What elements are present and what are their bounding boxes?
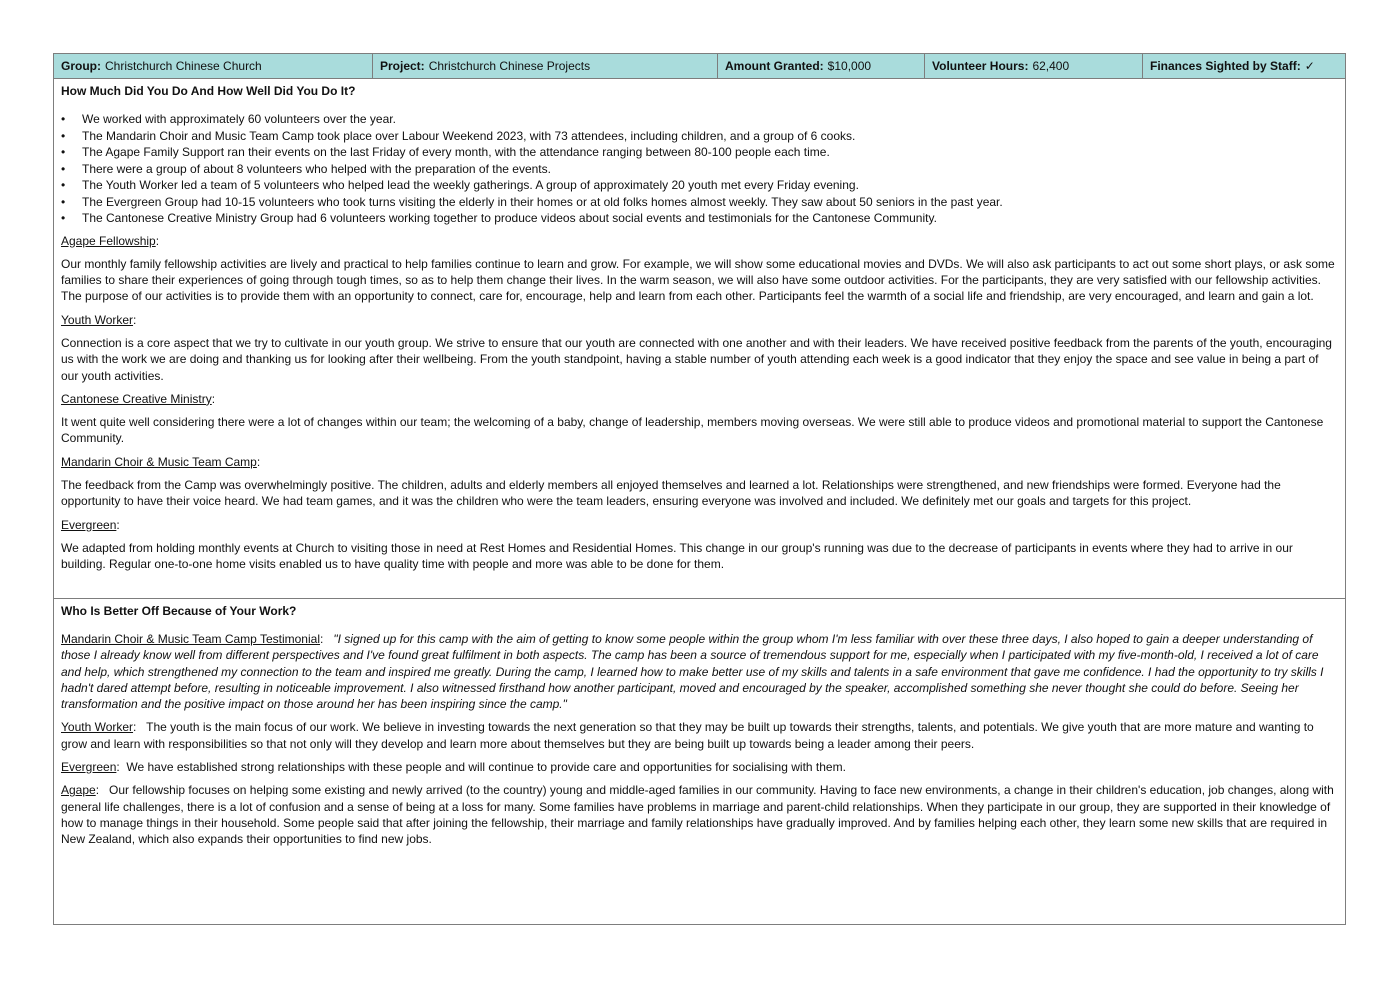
agape-impact-paragraph: Agape: Our fellowship focuses on helping some existing and newly arrived (to the country) young and middle-aged families in our community. Having to face new environments, a change in their children's education, job changes, along with general life challenges, there is a lot of confusion and a sense of being at a loss for many. Some families have problems in marriage and parent-child relationships. When they participate in our group, they are supported in their knowledge of how to manage things in their household. Some people said that after joining the fellowship, their marriage and family relationships have gradually improved. And by families helping each other, they learn some new skills that are required in New Zealand, which also expands their opportunities to find new jobs. xyxy=(61,783,1334,847)
section-better-off xyxy=(54,599,1345,861)
amount-value: $10,000 xyxy=(827,59,872,73)
subheading-agape: Agape Fellowship: xyxy=(61,233,160,248)
hours-cell xyxy=(925,54,1143,78)
list-item: • We worked with approximately 60 volunteers over the year. xyxy=(61,111,1338,128)
list-item: • There were a group of about 8 volunteers who helped with the preparation of the events. xyxy=(61,161,1338,178)
agape-paragraph: Our monthly family fellowship activities are lively and practical to help families continue to learn and grow. For example, we will show some educational movies and DVDs. We will also ask participants to act out some short plays, or ask some families to share their experiences of going through tough times, so as to help them change their lives. In the warm season, we will also have some outdoor activities. For the participants, they are very satisfied with our fellowship activities. The purpose of our activities is to provide them with an opportunity to connect, care for, encourage, help and learn from each other. Participants feel the warmth of a social life and friendship, are very encouraged, and learn and gain a lot. xyxy=(61,256,1335,304)
evergreen-impact-text: We have established strong relationships with these people and will continue to provide care and opportunities for socialising with them. xyxy=(126,760,846,775)
mandarin-paragraph: The feedback from the Camp was overwhelmingly positive. The children, adults and elderly members all enjoyed themselves and learned a lot. Relationships were strengthened, and new friendships were formed. Everyone had the opportunity to have their voice heard. We had team games, and it was the children who were the team leaders, ensuring everyone was involved and included. We definitely met our goals and targets for this project. xyxy=(61,478,1281,509)
youth-title: Youth Worker xyxy=(61,720,134,735)
subheading-youth: Youth Worker: xyxy=(61,312,137,327)
report-table xyxy=(53,53,1346,925)
group-value: Christchurch Chinese Church xyxy=(105,59,262,73)
list-item: • The Agape Family Support ran their events on the last Friday of every month, with the attendance ranging between 80-100 people each time. xyxy=(61,144,1338,161)
youth-paragraph: Connection is a core aspect that we try to cultivate in our youth group. We strive to ensure that our youth are connected with one another and with their leaders. We have received positive feedback from the parents of the youth, encouraging us with the work we are doing and thanking us for looking after their wellbeing. From the youth standpoint, having a stable number of youth attending each week is a good indicator that they enjoy the space and see value in being a part of our youth activities. xyxy=(61,335,1332,383)
finances-cell xyxy=(1143,54,1345,78)
evergreen-title: Evergreen xyxy=(61,760,117,775)
hours-value: 62,400 xyxy=(1032,59,1070,73)
hours-label: Volunteer Hours: xyxy=(932,59,1029,73)
testimonial-paragraph: Mandarin Choir & Music Team Camp Testimonial: "I signed up for this camp with the aim of getting to know some people within the group whom I'm less familiar with over these three days, I also hoped to gain a deeper understanding of those I already know well from different perspectives and I've found great fulfilment in both aspects. The camp has been a source of tremendous support for me, especially when I participated with my five-month-old, I received a lot of care and help, which strengthened my connection to the team and inspired me greatly. During the camp, I learned how to make better use of my skills and talents in a safe environment that gave me confidence. I had the opportunity to try skills I hadn't dared attempt before, resulting in noticeable improvement. I also witnessed firsthand how another participant, moved and encouraged by the speaker, accomplished something she never thought she could do before. Seeing her transformation and the positive impact on those around her has been inspiring since the camp." xyxy=(61,632,1324,712)
section-how-much xyxy=(54,79,1345,599)
finances-label: Finances Sighted by Staff: xyxy=(1150,59,1301,73)
bullet-list xyxy=(61,111,1338,227)
evergreen-paragraph: We adapted from holding monthly events at Church to visiting those in need at Rest Homes and Residential Homes. This change in our group's running was due to the decrease of participants in events where they had to arrive in our building. Regular one-to-one home visits enabled us to have quality time with people and more was able to be done for them. xyxy=(61,540,1293,572)
list-item: • The Mandarin Choir and Music Team Camp took place over Labour Weekend 2023, with 73 attendees, including children, and a group of 6 cooks. xyxy=(61,128,1338,145)
youth-impact-paragraph: Youth Worker: The youth is the main focus of our work. We believe in investing towards the next generation so that they may be built up towards their strengths, talents, and potentials. We give youth that are more mature and wanting to grow and learn with responsibilities so that not only will they develop and learn more about themselves but they are being built up towards being a leader among their peers. xyxy=(61,720,1314,751)
testimonial-title: Mandarin Choir & Music Team Camp Testimonial xyxy=(61,632,320,646)
list-item: • The Cantonese Creative Ministry Group had 6 volunteers working together to produce videos about social events and testimonials for the Cantonese Community. xyxy=(61,210,1338,227)
header-row xyxy=(54,54,1345,79)
project-value: Christchurch Chinese Projects xyxy=(428,59,591,73)
section-heading: How Much Did You Do And How Well Did You Do It? xyxy=(61,84,356,98)
list-item: • The Evergreen Group had 10-15 volunteers who took turns visiting the elderly in their homes or at old folks homes almost weekly. They saw about 50 seniors in the past year. xyxy=(61,194,1338,211)
amount-label: Amount Granted: xyxy=(725,59,824,73)
list-item: • The Youth Worker led a team of 5 volunteers who helped lead the weekly gatherings. A group of approximately 20 youth met every Friday evening. xyxy=(61,177,1338,194)
agape-title: Agape xyxy=(61,783,96,798)
agape-impact-text: Our fellowship focuses on helping some existing and newly arrived (to the country) young and middle-aged families in our community. Having to face new environments, a change in their children's education, job changes, along with general life challenges, there is a lot of confusion and a sense of being at a loss for many. Some families have problems in marriage and parent-child relationships. When they participate in our group, they are supported in their knowledge of how to manage things in their household. Some people said that after joining the fellowship, their marriage and family relationships have gradually improved. And by families helping each other, they learn some new skills that are required in New Zealand, which also expands their opportunities to find new jobs. xyxy=(61,783,1334,847)
cantonese-paragraph: It went quite well considering there were a lot of changes within our team; the welcoming of a baby, change of leadership, members moving overseas. We were still able to produce videos and promotional material to support the Cantonese Community. xyxy=(61,415,1324,446)
subheading-mandarin: Mandarin Choir & Music Team Camp: xyxy=(61,454,261,469)
group-label: Group: xyxy=(61,59,101,73)
project-label: Project: xyxy=(380,59,425,73)
testimonial-quote: "I signed up for this camp with the aim of getting to know some people within the group whom I'm less familiar with over these three days, I also hoped to gain a deeper understanding of those I already know well from different perspectives and I've found great fulfilment in both aspects. The camp has been a source of tremendous support for me, especially when I participated with my five-month-old, I received a lot of care and help, which strengthened my connection to the team and inspired me greatly. During the camp, I learned how to make better use of my skills and talents in a safe environment that gave me confidence. I had the opportunity to try skills I hadn't dared attempt before, resulting in noticeable improvement. I also witnessed firsthand how another participant, moved and encouraged by the speaker, accomplished something she never thought she could do before. Seeing her transformation and the positive impact on those around her has been inspiring since the camp." xyxy=(61,632,1324,712)
youth-impact-text: The youth is the main focus of our work. We believe in investing towards the next generation so that they may be built up towards their strengths, talents, and potentials. We give youth that are more mature and wanting to grow and learn with responsibilities so that not only will they develop and learn more about themselves but they are being built up towards being a leader among their peers. xyxy=(61,720,1314,751)
subheading-evergreen: Evergreen: xyxy=(61,517,120,532)
section-heading: Who Is Better Off Because of Your Work? xyxy=(61,604,297,618)
subheading-cantonese: Cantonese Creative Ministry: xyxy=(61,391,216,406)
evergreen-impact-paragraph: Evergreen: We have established strong relationships with these people and will continue to provide care and opportunities for socialising with them. xyxy=(61,760,846,775)
amount-cell xyxy=(718,54,925,78)
project-cell xyxy=(373,54,718,78)
finances-checkmark-icon: ✓ xyxy=(1304,59,1315,73)
group-cell xyxy=(54,54,373,78)
